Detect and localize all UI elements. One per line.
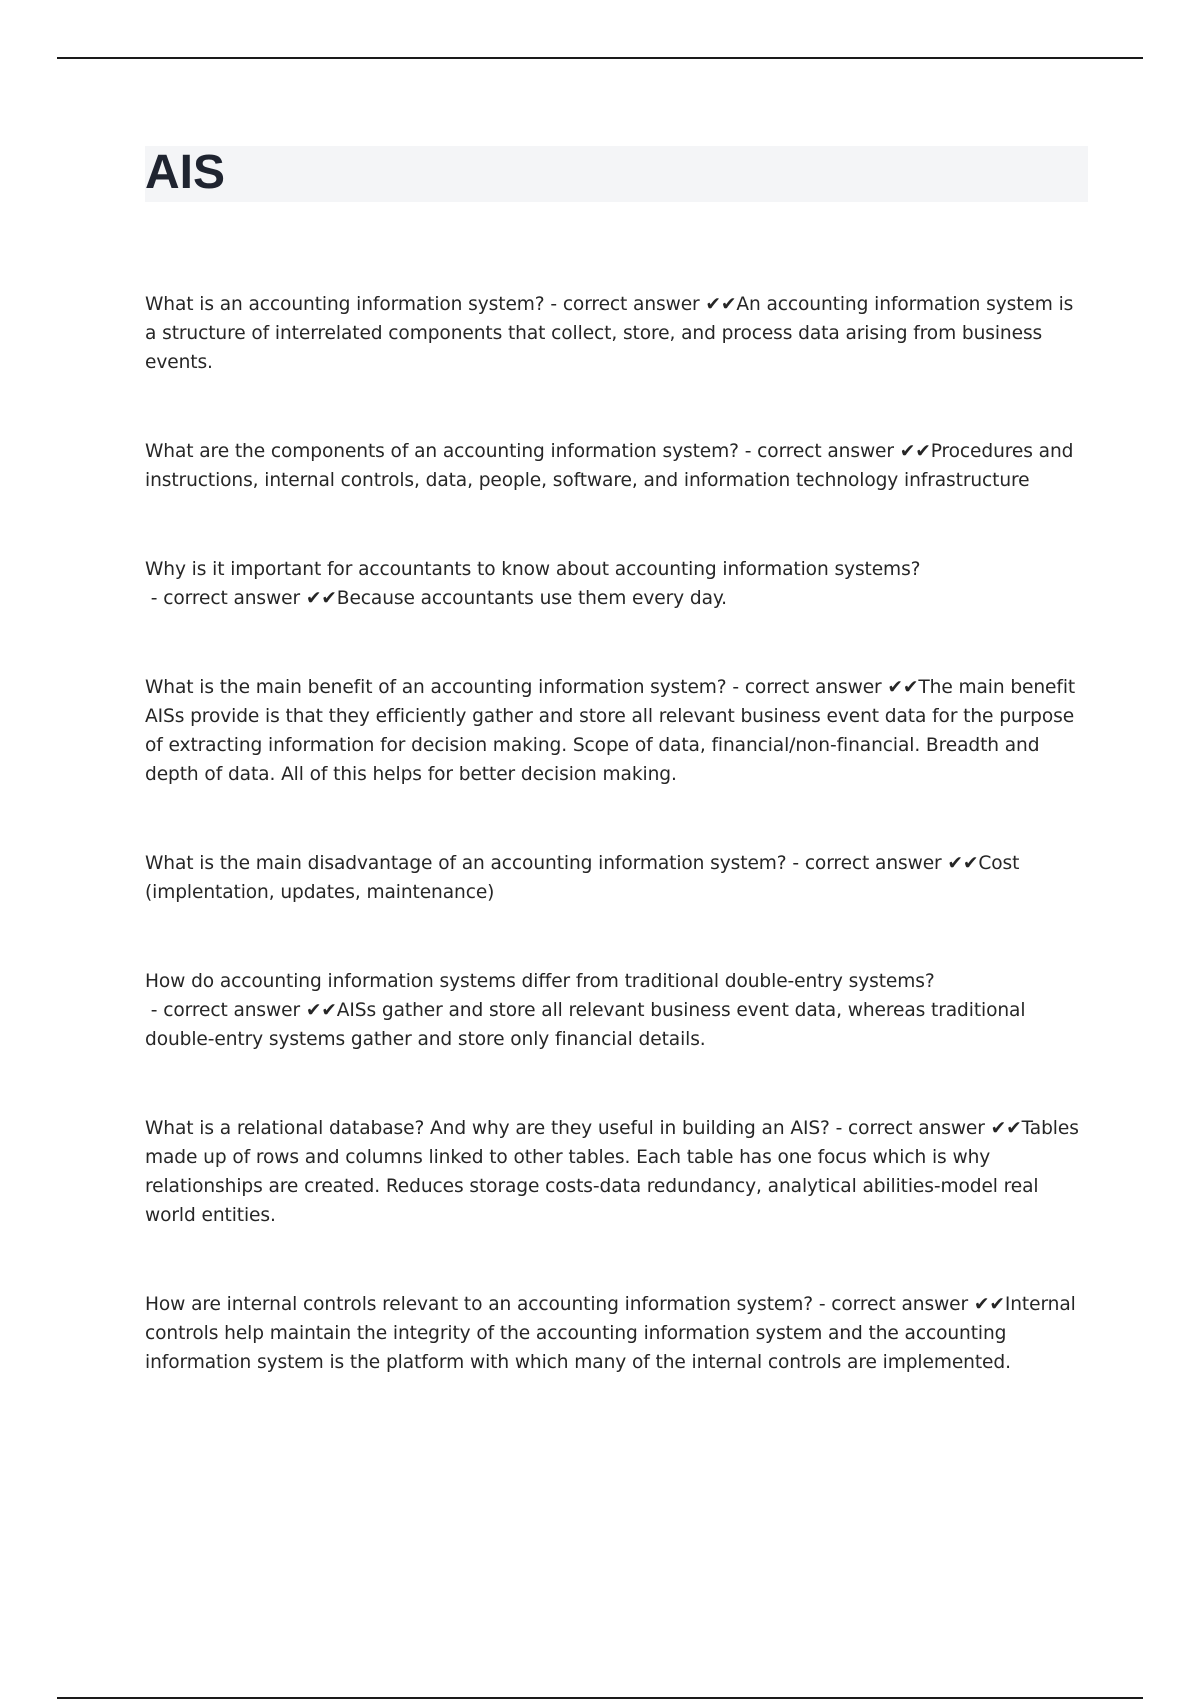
question-text: What is a relational database? And why are they useful in building an AIS? (145, 1118, 830, 1139)
answer-label: correct answer (804, 853, 942, 874)
check-icon: ✔✔ (941, 853, 979, 874)
qa-item (145, 1290, 1090, 1377)
answer-text: Procedures and instructions, internal controls, data, people, software, and information technology infrastructure (145, 441, 1074, 491)
answer-label: correct answer (757, 441, 894, 462)
check-icon: ✔✔ (699, 294, 737, 315)
check-icon: ✔✔ (968, 1294, 1005, 1315)
separator: - (786, 853, 805, 874)
question-text: How are internal controls relevant to an accounting information system? (145, 1294, 814, 1315)
separator: - (726, 677, 745, 698)
answer-text: An accounting information system is a structure of interrelated components that collect, store, and process data arising from business events. (145, 294, 1074, 373)
title-background (145, 146, 1088, 202)
qa-item (145, 437, 1090, 495)
answer-label: correct answer (163, 1000, 301, 1021)
answer-text: Internal controls help maintain the integrity of the accounting information system and the accounting information system is the platform with which many of the internal controls are implemented. (145, 1294, 1076, 1373)
answer-text: AISs gather and store all relevant business event data, whereas traditional double-entry systems gather and store only financial details. (145, 1000, 1026, 1050)
separator: - (813, 1294, 832, 1315)
separator: - (145, 1000, 164, 1021)
check-icon: ✔✔ (984, 1118, 1022, 1139)
question-text: Why is it important for accountants to know about accounting information systems? (145, 559, 921, 580)
separator: - (829, 1118, 849, 1139)
answer-label: correct answer (163, 588, 301, 609)
qa-item (145, 290, 1090, 377)
check-icon: ✔✔ (893, 441, 931, 462)
check-icon: ✔✔ (300, 588, 337, 609)
question-text: How do accounting information systems differ from traditional double-entry systems? (145, 971, 935, 992)
header-rule (57, 57, 1143, 59)
qa-item (145, 673, 1090, 789)
check-icon: ✔✔ (881, 677, 919, 698)
answer-label: correct answer (744, 677, 882, 698)
document-title: AIS (145, 146, 226, 199)
answer-label: correct answer (831, 1294, 969, 1315)
question-text: What is an accounting information system? (145, 294, 545, 315)
answer-label: correct answer (562, 294, 700, 315)
question-text: What are the components of an accounting information system? (145, 441, 739, 462)
answer-text: Tables made up of rows and columns linked to other tables. Each table has one focus which is why relationships are created. Reduces storage costs-data redundancy, analytical abilities-model real world entities. (145, 1118, 1079, 1226)
qa-item (145, 1114, 1090, 1230)
check-icon: ✔✔ (300, 1000, 337, 1021)
separator: - (544, 294, 563, 315)
separator: - (738, 441, 758, 462)
separator: - (145, 588, 164, 609)
question-text: What is the main disadvantage of an accounting information system? (145, 853, 787, 874)
qa-item (145, 967, 1090, 1054)
qa-item (145, 849, 1090, 907)
answer-text: The main benefit AISs provide is that they efficiently gather and store all relevant business event data for the purpose of extracting information for decision making. Scope of data, financial/non-financial. Breadth and depth of data. All of this helps for better decision making. (145, 677, 1076, 785)
answer-text: Cost (implentation, updates, maintenance) (145, 853, 1020, 903)
qa-item (145, 555, 1090, 613)
question-text: What is the main benefit of an accounting information system? (145, 677, 727, 698)
answer-label: correct answer (848, 1118, 985, 1139)
footer-rule (57, 1697, 1143, 1699)
answer-text: Because accountants use them every day. (336, 588, 727, 609)
qa-list (145, 290, 1090, 1437)
